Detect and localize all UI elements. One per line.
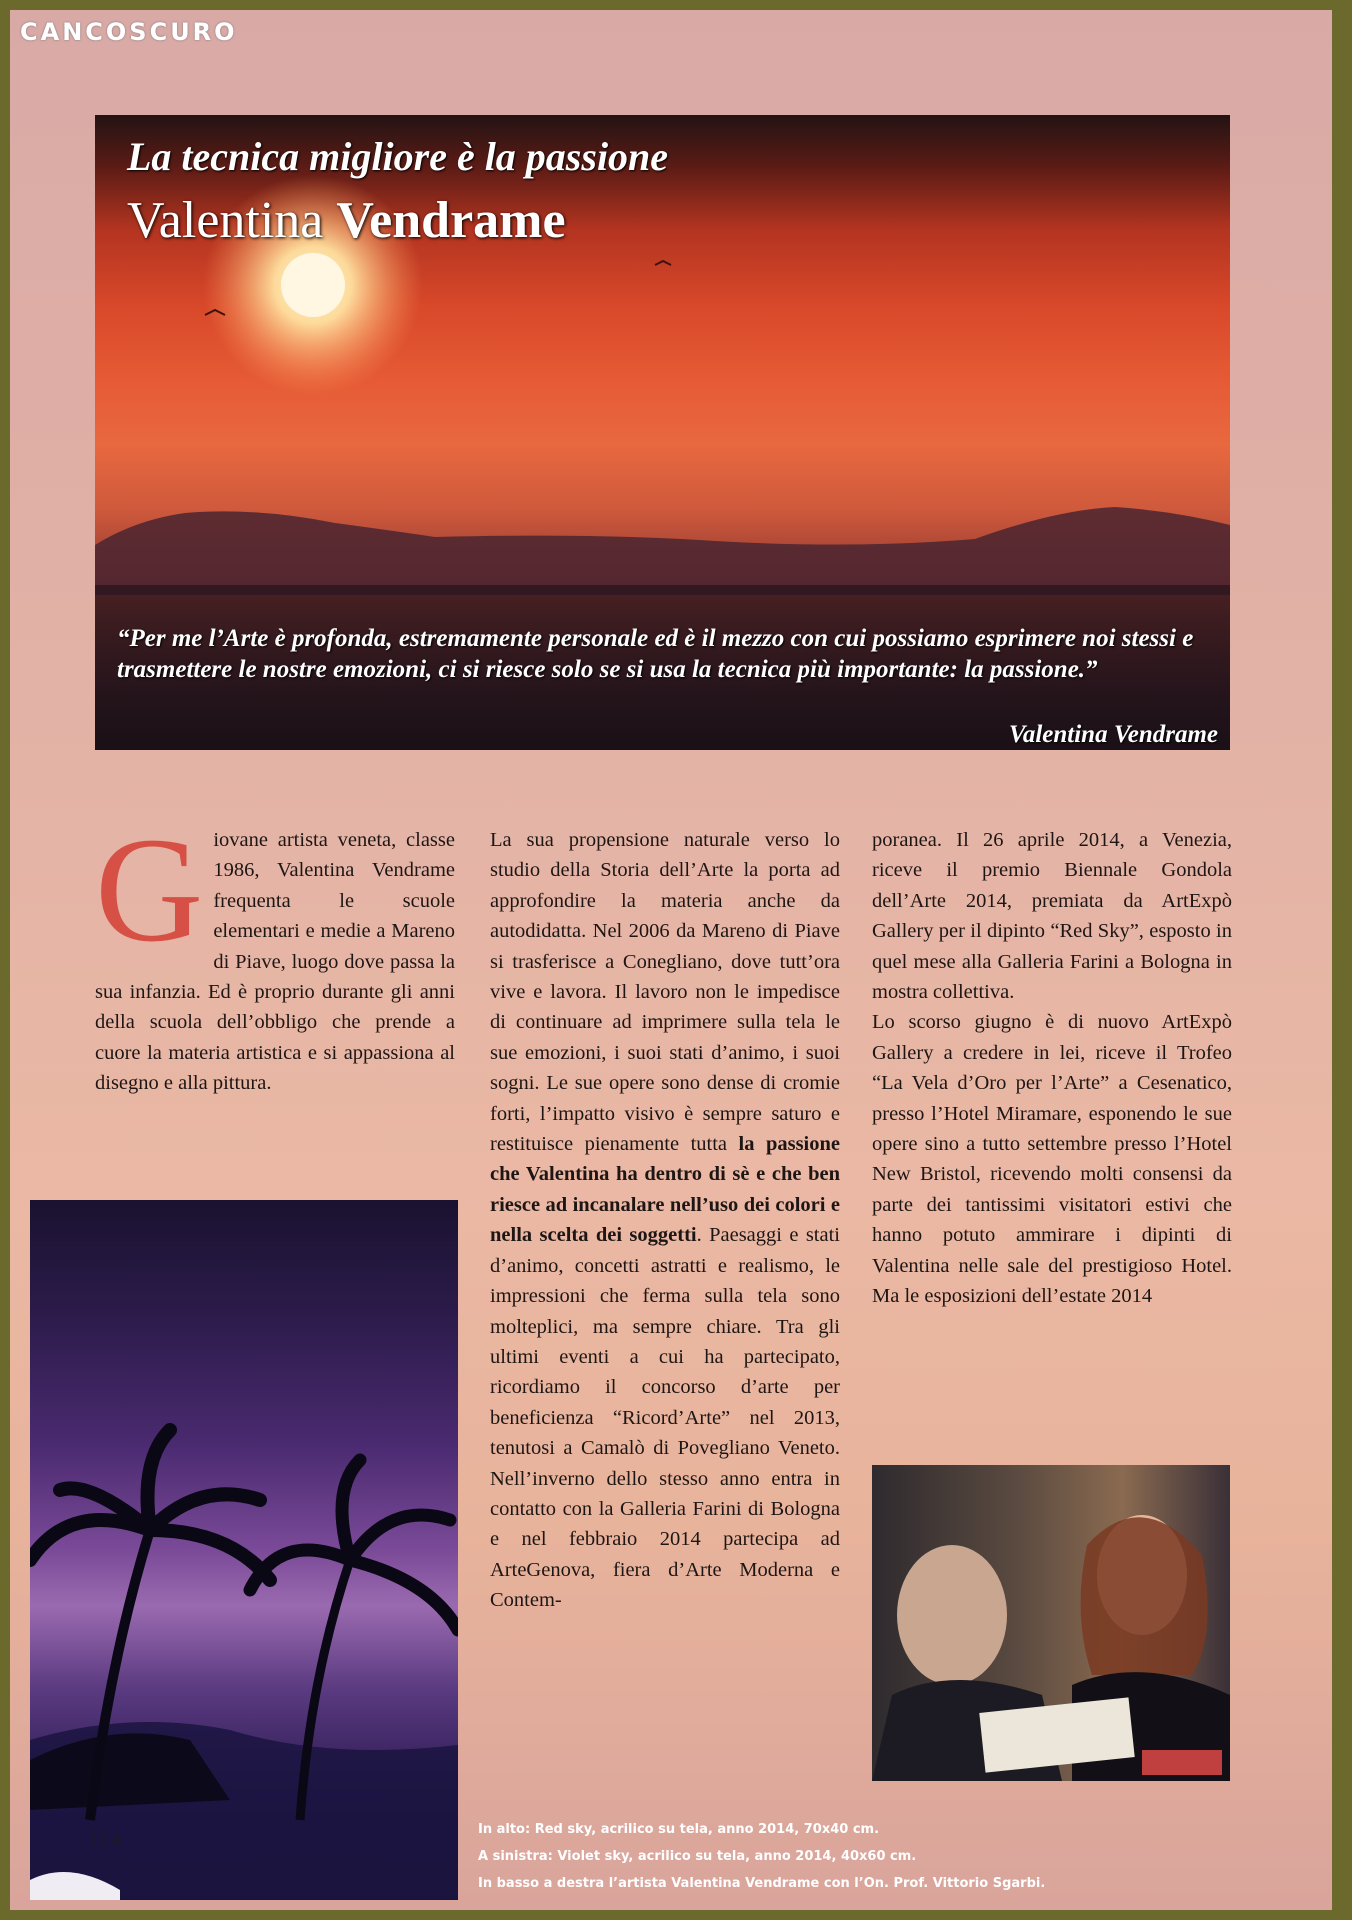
caption-artist-photo: In basso a destra l’artista Valentina Vendrame con l’On. Prof. Vittorio Sgarbi. xyxy=(478,1876,1046,1891)
photo-captions xyxy=(478,1816,1045,1897)
artist-photo-scene xyxy=(872,1465,1230,1781)
title-last-name: Vendrame xyxy=(336,192,566,249)
hero-painting-red-sky xyxy=(95,115,1230,750)
page-number: 114 xyxy=(88,1830,123,1851)
palm-fronds-1 xyxy=(30,1430,270,1580)
article-paragraph: iovane artista veneta, classe 1986, Valentina Vendrame frequenta le scuole elementari e medie a Mareno di Piave, luogo dove passa la sua infanzia. Ed è proprio durante gli anni della scuola dell’obbligo che prende a cuore la materia artistica e si appassiona al disegno e alla pittura. xyxy=(95,829,455,1095)
woman-hair xyxy=(1081,1517,1208,1675)
article-column-1 xyxy=(95,807,455,1099)
hero-subtitle: La tecnica migliore è la passione xyxy=(127,134,669,179)
sun xyxy=(281,253,345,317)
text-run: La sua propensione naturale verso lo studio della Storia dell’Arte la porta ad approfondire la materia anche da autodidatta. Nel 2006 da Mareno di Piave si trasferisce a Conegliano, dove tutt’ora vive e lavora. Il lavoro non le impedisce di continuare ad imprimere sulla tela le sue emozioni, i suoi stati d’animo, i suoi sogni. Le sue opere sono dense di cromie forti, l’impatto visivo è sempre saturo e restituisce pienamente tutta xyxy=(490,829,840,1156)
text-run: . Paesaggi e stati d’animo, concetti astratti e realismo, le impressioni che ferma sulla tela sono molteplici, ma sempre chiare. Tra gli ultimi eventi a cui ha partecipato, ricordiamo il concorso d’arte per beneficienza “Ricord’Arte” nel 2013, tenutosi a Camalò di Povegliano Veneto. Nell’inverno dello stesso anno entra in contatto con la Galleria Farini di Bologna e nel febbraio 2014 partecipa ad ArteGenova, fiera d’Arte Moderna e Contem- xyxy=(490,1224,840,1612)
article-paragraph: Lo scorso giugno è di nuovo ArtExpò Gallery a credere in lei, riceve il Trofeo “La Vela d’Oro per l’Arte” a Cesenatico, presso l’Hotel Miramare, esponendo le sue opere sino a tutto settembre presso l’Hotel New Bristol, ricevendo molti consensi da parte dei tantissimi visitatori estivi che hanno potuto ammirare i dipinti di Valentina nelle sale del prestigioso Hotel. Ma le esposizioni dell’estate 2014 xyxy=(872,1011,1232,1308)
violet-sky-scene xyxy=(30,1200,458,1900)
man-figure xyxy=(897,1545,1007,1685)
masthead-logo: CANCOSCURO xyxy=(20,18,238,46)
article-column-2 xyxy=(490,825,840,1616)
hero-quote: “Per me l’Arte è profonda, estremamente personale ed è il mezzo con cui possiamo esprimere noi stessi e trasmettere le nostre emozioni, ci si riesce solo se si usa la tecnica più importante: la passione.” xyxy=(117,625,1194,683)
catalog-stack xyxy=(1142,1750,1222,1775)
article-paragraph: poranea. Il 26 aprile 2014, a Venezia, riceve il premio Biennale Gondola dell’Arte 2014, premiata da ArtExpò Gallery per il dipinto “Red Sky”, esposto in quel mese alla Galleria Farini a Bologna in mostra collettiva. xyxy=(872,829,1232,1004)
caption-violet-sky: A sinistra: Violet sky, acrilico su tela, anno 2014, 40x60 cm. xyxy=(478,1849,917,1864)
magazine-page xyxy=(10,10,1332,1910)
hero-title xyxy=(127,191,566,250)
artist-photo xyxy=(872,1465,1230,1781)
hills-silhouette xyxy=(95,507,1230,595)
highlighted-text: la passione che Valentina ha dentro di sè e che ben riesce ad incanalare nell’uso dei colori e nella scelta dei soggetti xyxy=(490,1133,841,1247)
violet-sky-painting xyxy=(30,1200,458,1900)
title-first-name: Valentina xyxy=(127,192,324,249)
article-column-3 xyxy=(872,825,1232,1312)
drop-cap: G xyxy=(95,807,204,973)
palm-fronds-2 xyxy=(250,1460,458,1630)
caption-red-sky: In alto: Red sky, acrilico su tela, anno 2014, 70x40 cm. xyxy=(478,1822,880,1837)
article-paragraph xyxy=(490,825,840,1616)
bird-2 xyxy=(655,261,671,265)
hero-quote-author: Valentina Vendrame xyxy=(1008,721,1218,748)
